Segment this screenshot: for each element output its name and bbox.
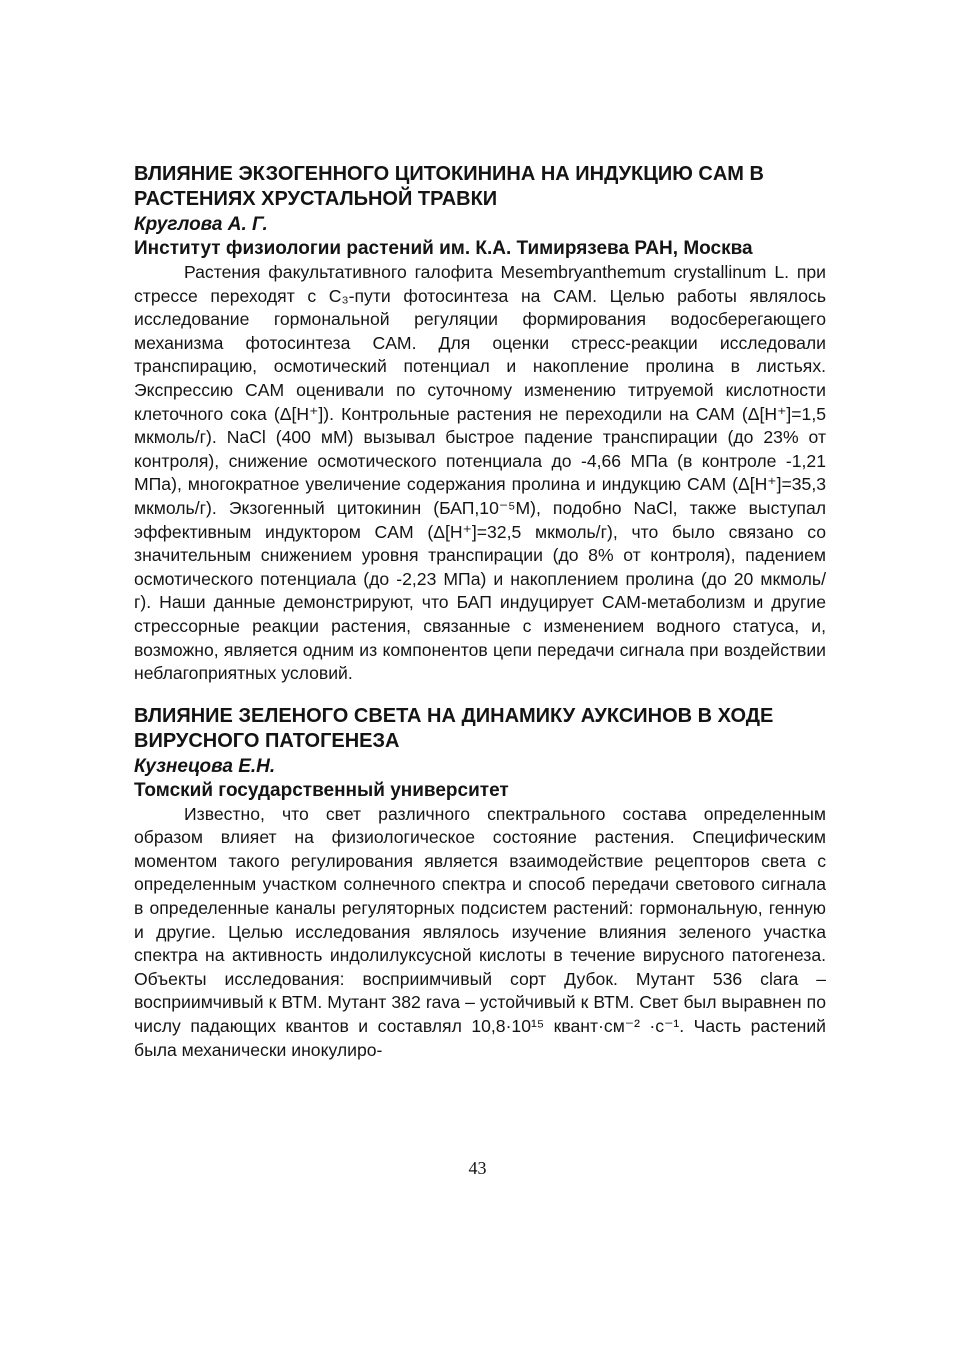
section-gap — [134, 686, 826, 704]
article-2-institution: Томский государственный университет — [134, 779, 509, 801]
article-1 — [134, 162, 826, 686]
article-2-author: Кузнецова Е.Н. — [134, 755, 276, 777]
article-2 — [134, 704, 826, 1063]
article-1-abstract: Растения факультативного галофита Mesembryanthemum crystallinum L. при стрессе переходят с C₃-пути фотосинтеза на CAM. Целью работы являлось исследование гормональной регуляции формирования водосберегающего механизма фотосинтеза CAM. Для оценки стресс-реакции исследовали транспирацию, осмотический потенциал и накопление пролина в листьях. Экспрессию CAM оценивали по суточному изменению титруемой кислотности клеточного сока (Δ[H⁺]). Контрольные растения не переходили на CAM (Δ[H⁺]=1,5 мкмоль/г). NaCl (400 мМ) вызывал быстрое падение транспирации (до 23% от контроля), снижение осмотического потенциала до -4,66 МПа (в контроле -1,21 МПа), многократное увеличение содержания пролина и индукцию CAM (Δ[H⁺]=35,3 мкмоль/г). Экзогенный цитокинин (БАП,10⁻⁵М), подобно NaCl, также выступал эффективным индуктором CAM (Δ[H⁺]=32,5 мкмоль/г), что было связано со значительным снижением уровня транспирации (до 8% от контроля), падением осмотического потенциала (до -2,23 МПа) и накоплением пролина (до 20 мкмоль/ г). Наши данные демонстрируют, что БАП индуцирует CAM-метаболизм и другие стрессорные реакции растения, связанные с изменением водного статуса, и, возможно, является одним из компонентов цепи передачи сигнала при воздействии неблагоприятных условий. — [134, 262, 826, 684]
page-content — [134, 162, 826, 1062]
article-2-title: ВЛИЯНИЕ ЗЕЛЕНОГО СВЕТА НА ДИНАМИКУ АУКСИНОВ В ХОДЕ ВИРУСНОГО ПАТОГЕНЕЗА — [134, 704, 774, 752]
article-1-author: Круглова А. Г. — [134, 214, 268, 235]
page-number: 43 — [468, 1158, 487, 1178]
article-2-abstract: Известно, что свет различного спектрального состава определенным образом влияет на физиологическое состояние растения. Специфическим моментом такого регулирования является взаимодействие рецепторов света с определенным участком солнечного спектра и способ передачи светового сигнала в определенные каналы регуляторных подсистем растений: гормональную, генную и другие. Целью исследования являлось изучение влияния зеленого участка спектра на активность индолилуксусной кислоты в течение вирусного патогенеза. Объекты исследования: восприимчивый сорт Дубок. Мутант 536 clara – восприимчивый к ВТМ. Мутант 382 rava – устойчивый к ВТМ. Свет был выравнен по числу падающих квантов и составлял 10,8·10¹⁵ квант·см⁻² ·с⁻¹. Часть растений была механически инокулиро- — [134, 803, 826, 1060]
article-1-title: ВЛИЯНИЕ ЭКЗОГЕННОГО ЦИТОКИНИНА НА ИНДУКЦИЮ CAM В РАСТЕНИЯХ ХРУСТАЛЬНОЙ ТРАВКИ — [134, 163, 764, 210]
article-1-institution: Институт физиологии растений им. К.А. Тимирязева РАН, Москва — [134, 238, 753, 259]
